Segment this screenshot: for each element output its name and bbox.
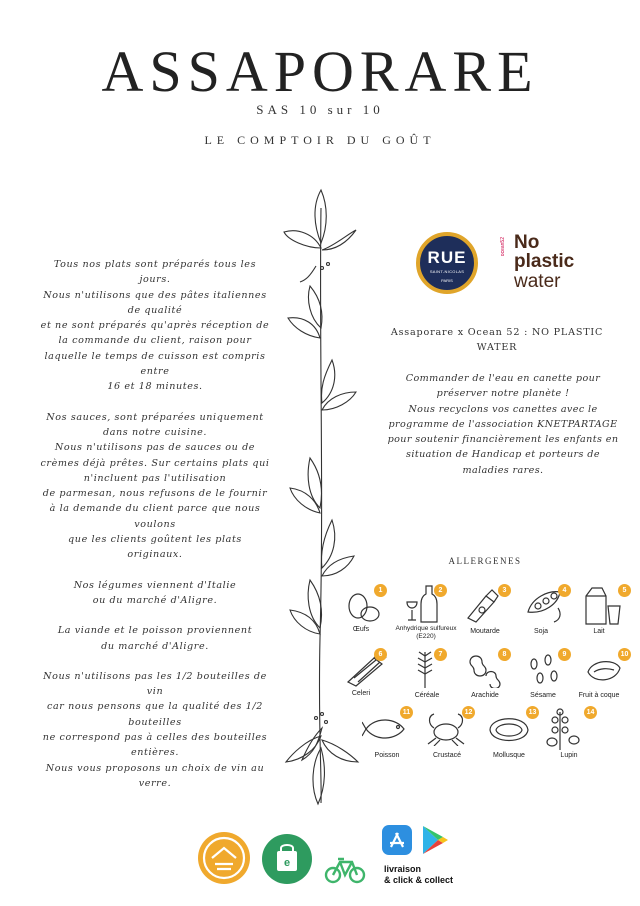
allergen-number: 4 bbox=[558, 584, 571, 597]
rue-saint-nicolas-logo bbox=[416, 232, 478, 294]
allergen-lupin bbox=[534, 706, 604, 766]
allergen-label: Œufs bbox=[352, 626, 370, 633]
allergen-number: 5 bbox=[618, 584, 631, 597]
allergen-number: 12 bbox=[462, 706, 475, 719]
allergen-label: Crustacé bbox=[432, 752, 461, 759]
water-line: maladies rares. bbox=[462, 464, 544, 476]
allergen-number: 2 bbox=[434, 584, 447, 597]
no-plastic-water-logo bbox=[498, 233, 598, 297]
house-icon bbox=[198, 832, 250, 884]
sauce-paragraph: Nos sauces, sont préparées uniquement dans notre cuisine. Nous n'utilisons pas de sauces ou de crèmes déjà prêtes. Sur certains plats qui n'incluent pas l'utilisation de parmesan, nous refusons de le fournir à la demande du client parce que nous voulons que les clients goûtent les plats originaux. bbox=[40, 411, 270, 561]
ocean52-text: ocean52 bbox=[500, 237, 506, 257]
kitchen-policy-text bbox=[24, 257, 286, 791]
google-play-icon[interactable] bbox=[420, 824, 450, 856]
rue-logo-text: RUE bbox=[427, 248, 467, 267]
delivery-label-2: & click & collect bbox=[384, 875, 454, 885]
allergen-label: Arachide bbox=[471, 692, 499, 699]
allergen-number: 3 bbox=[498, 584, 511, 597]
fish-icon bbox=[362, 714, 410, 744]
water-line: Commander de l'eau en canette pour bbox=[405, 373, 601, 384]
allergen-crustacean bbox=[412, 706, 482, 766]
no-plastic-line1: No bbox=[514, 232, 540, 253]
allergen-number: 1 bbox=[374, 584, 387, 597]
allergen-number: 13 bbox=[526, 706, 539, 719]
delivery-click-collect-label bbox=[384, 864, 453, 886]
water-line: programme de l'association KNETPARTAGE bbox=[388, 418, 618, 430]
allergen-label: Anhydrique sulfureux (E220) bbox=[395, 625, 457, 640]
allergen-label: Mollusque bbox=[493, 752, 525, 759]
vegetables-paragraph: Nos légumes viennent d'Italie ou du marché d'Aligre. bbox=[73, 579, 237, 606]
lupin-icon bbox=[546, 706, 582, 750]
allergen-label: Sésame bbox=[530, 692, 556, 699]
allergen-number: 8 bbox=[498, 648, 511, 661]
delivery-label-1: livraison bbox=[384, 864, 422, 874]
ecommerce-bag-logo[interactable] bbox=[262, 834, 312, 884]
mustard-icon bbox=[462, 588, 502, 624]
nut-icon bbox=[584, 656, 624, 686]
bike-icon[interactable] bbox=[324, 856, 366, 884]
meat-fish-paragraph: La viande et le poisson proviennent du marché d'Aligre. bbox=[57, 625, 253, 652]
shopping-bag-icon bbox=[262, 834, 312, 884]
allergen-number: 7 bbox=[434, 648, 447, 661]
wine-paragraph: Nous n'utilisons pas les 1/2 bouteilles de vin car nous pensons que la qualité des 1/2 bouteilles ne correspond pas à celles des bouteilles entières. Nous vous proposons un choix de vin au verre. bbox=[42, 670, 268, 789]
svg-text:e: e bbox=[283, 857, 291, 869]
app-store-icon[interactable] bbox=[381, 824, 413, 856]
restaurant-title: ASSAPORARE bbox=[101, 39, 539, 104]
delivery-app-logo[interactable] bbox=[198, 832, 250, 884]
company-subtitle: SAS 10 sur 10 bbox=[256, 102, 384, 117]
allergen-label: Moutarde bbox=[470, 628, 500, 635]
water-line: situation de Handicap et porteurs de bbox=[406, 449, 600, 461]
allergen-label: Celeri bbox=[351, 690, 371, 697]
collab-heading: Assaporare x Ocean 52 : NO PLASTIC WATER bbox=[390, 327, 604, 353]
tagline: LE COMPTOIR DU GOÛT bbox=[204, 133, 436, 147]
allergen-label: Fruit à coque bbox=[578, 692, 620, 699]
allergen-label: Lait bbox=[593, 628, 605, 635]
water-line: Nous recyclons vos canettes avec le bbox=[408, 403, 598, 415]
rue-logo-sub: SAINT-NICOLAS bbox=[429, 269, 465, 274]
allergen-label: Poisson bbox=[374, 752, 400, 759]
allergen-number: 10 bbox=[618, 648, 631, 661]
oyster-icon bbox=[486, 712, 532, 746]
no-plastic-line2: plastic bbox=[514, 251, 575, 272]
crab-icon bbox=[422, 712, 470, 746]
allergen-number: 9 bbox=[558, 648, 571, 661]
allergen-number: 6 bbox=[374, 648, 387, 661]
rue-logo-city: PARIS bbox=[441, 278, 453, 283]
no-plastic-line3: water bbox=[514, 271, 561, 292]
allergen-milk bbox=[570, 584, 640, 644]
pasta-paragraph: Tous nos plats sont préparés tous les jours. Nous n'utilisons que des pâtes italiennes de qualité et ne sont préparés qu'après réception de la commande du client, raison pour laquelle le temps de cuisson est compris entre 16 et 18 minutes. bbox=[40, 259, 270, 393]
water-line: pour soutenir financièrement les enfants en bbox=[387, 434, 619, 446]
sesame-icon bbox=[524, 654, 564, 690]
water-initiative-text bbox=[372, 371, 634, 478]
allergen-label: Soja bbox=[533, 628, 548, 635]
allergen-number: 11 bbox=[400, 706, 413, 719]
allergens-title: ALLERGENES bbox=[448, 556, 522, 566]
allergen-label: Céréale bbox=[414, 692, 440, 699]
allergen-nuts bbox=[570, 648, 640, 708]
allergen-label: Lupin bbox=[560, 752, 578, 759]
water-line: préserver notre planète ! bbox=[436, 388, 570, 400]
allergen-number: 14 bbox=[584, 706, 597, 719]
